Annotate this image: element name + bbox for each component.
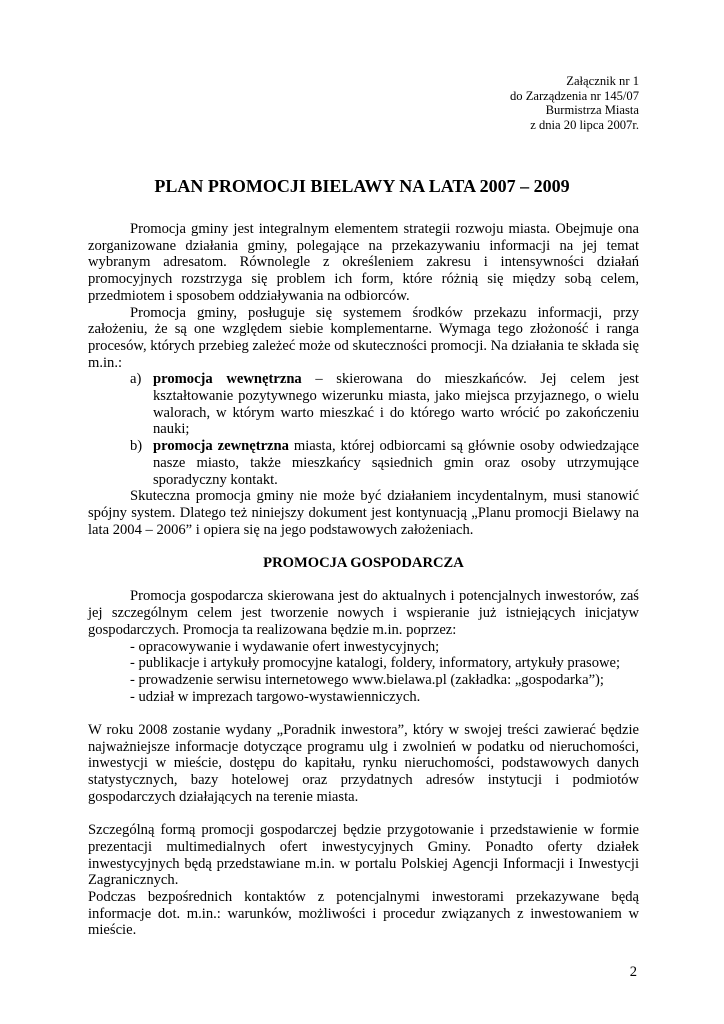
list-text: miasta, której odbiorcami są głównie osoby odwiedzające nasze miasto, także mieszkańcy sąsiednich gmin oraz osoby utrzymujące sporadyczny kontakt.	[153, 438, 640, 488]
attachment-line-3: Burmistrza Miasta	[545, 103, 639, 118]
document-body	[88, 221, 639, 939]
section-paragraph-4: Podczas bezpośrednich kontaktów z potencjalnymi inwestorami przekazywane będą informacje dot. m.in.: warunków, możliwości i procedur związanych z inwestowaniem w mieście.	[88, 889, 639, 939]
list-marker: b)	[130, 438, 143, 455]
dash-item: - publikacje i artykuły promocyjne katalogi, foldery, informatory, artykuły prasowe;	[130, 655, 621, 672]
dash-item: - udział w imprezach targowo-wystawienniczych.	[130, 688, 421, 705]
intro-paragraph-1: Promocja gminy jest integralnym elementem strategii rozwoju miasta. Obejmuje ona zorganizowane działania gminy, polegające na przekazywaniu informacji na jej temat wybranym adresatom. Równolegle z określeniem zakresu i intensywności działań promocyjnych rozstrzyga się problem ich form, które różnią się między sobą celem, przedmiotem i sposobem oddziaływania na odbiorców.	[88, 221, 639, 304]
dash-item: - prowadzenie serwisu internetowego www.bielawa.pl (zakładka: „gospodarka”);	[130, 671, 604, 688]
section-paragraph-2: W roku 2008 zostanie wydany „Poradnik inwestora”, który w swojej treści zawierać będzie najważniejsze informacje dotyczące programu ulg i zwolnień w podatku od nieruchomości, inwestycji w mieście, dostępu do kapitału, rynku nieruchomości, podstawowych danych statystycznych, bazy hotelowej oraz przydatnych adresów instytucji i podmiotów gospodarczych działających na terenie miasta.	[88, 722, 639, 805]
attachment-note	[510, 74, 639, 132]
list-text: – skierowana do mieszkańców. Jej celem jest kształtowanie pozytywnego wizerunku miasta, jako miejsca przyjaznego, o wielu walorach, w którym warto mieszkać i do którego warto wrócić po zakończeniu nauki;	[153, 371, 639, 438]
section-heading: PROMOCJA GOSPODARCZA	[263, 555, 464, 572]
spacer	[88, 806, 639, 823]
section-paragraph-1: Promocja gospodarcza skierowana jest do aktualnych i potencjalnych inwestorów, zaś jej szczególnym celem jest tworzenie nowych i wspieranie już istniejących inicjatyw gospodarczych. Promocja ta realizowana będzie m.in. poprzez:	[88, 588, 639, 638]
spacer	[88, 572, 639, 589]
intro-paragraph-3: Skuteczna promocja gminy nie może być działaniem incydentalnym, musi stanowić spójny system. Dlatego też niniejszy dokument jest kontynuacją „Planu promocji Bielawy na lata 2004 – 2006” i opiera się na jego podstawowych założeniach.	[88, 488, 639, 538]
promotion-types-list	[88, 371, 639, 488]
section-paragraph-3: Szczególną formą promocji gospodarczej będzie przygotowanie i przedstawienie w formie prezentacji multimedialnych ofert inwestycyjnych Gminy. Ponadto oferty działek inwestycyjnych będą przedstawiane m.in. w portalu Polskiej Agencji Informacji i Inwestycji Zagranicznych.	[88, 822, 639, 889]
document-title: PLAN PROMOCJI BIELAWY NA LATA 2007 – 2009	[154, 176, 570, 196]
attachment-line-1: Załącznik nr 1	[566, 74, 639, 88]
list-item	[88, 371, 639, 438]
dash-item: - opracowywanie i wydawanie ofert inwestycyjnych;	[130, 638, 440, 655]
attachment-line-2: do Zarządzenia nr 145/07	[509, 88, 639, 103]
spacer	[88, 705, 639, 722]
list-term: promocja zewnętrzna	[153, 438, 289, 455]
page-number: 2	[629, 964, 637, 980]
list-marker: a)	[130, 371, 142, 388]
spacer	[88, 538, 639, 555]
list-term: promocja wewnętrzna	[153, 371, 302, 388]
list-item	[88, 438, 639, 488]
intro-paragraph-2: Promocja gminy, posługuje się systemem środków przekazu informacji, przy założeniu, że są one względem siebie komplementarne. Wymaga tego złożoność i ranga procesów, których przebieg zależeć może od skuteczności promocji. Na działania te składa się m.in.:	[88, 304, 639, 371]
attachment-line-4: z dnia 20 lipca 2007r.	[530, 117, 639, 132]
